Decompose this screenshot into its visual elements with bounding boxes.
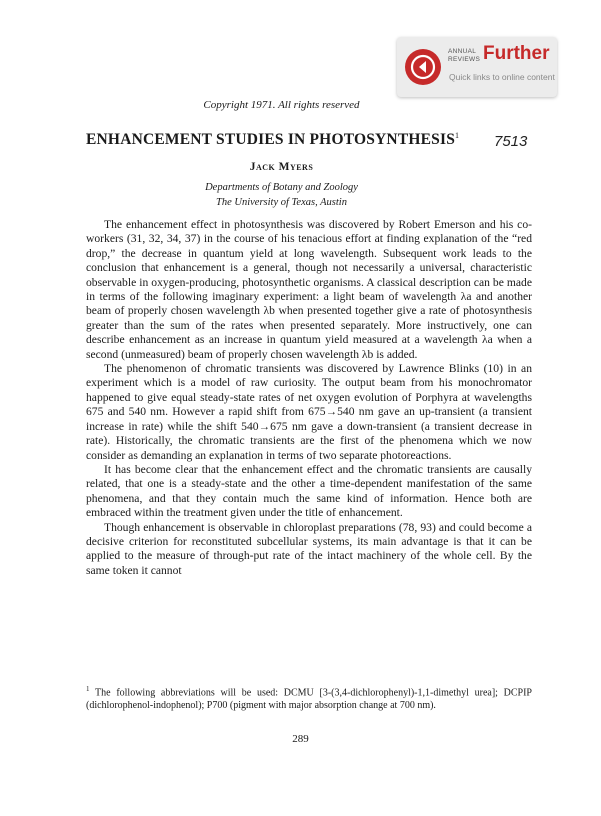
university: The University of Texas, Austin: [216, 197, 347, 208]
further-subtitle: Quick links to online content: [449, 72, 555, 82]
author-name: Jack Myers: [249, 161, 314, 173]
publisher-logo-text: ANNUAL REVIEWS: [448, 48, 481, 63]
arrow-left-icon: [405, 49, 441, 85]
copyright-notice: Copyright 1971. All rights reserved: [203, 99, 360, 111]
footnote-mark: 1: [86, 685, 90, 693]
annual-reviews-further-badge[interactable]: [397, 37, 557, 97]
title-footnote-mark: 1: [455, 131, 460, 140]
article-body: [86, 218, 532, 578]
footnote: $^1$ The following abbreviations will be used: DCMU [3-(3,4-dichlorophenyl)-1,1-dimethyl urea]; DCPIP (dichlorophenol-indophenol); P700 (pigment with major absorption change at 700 nm).: [86, 685, 532, 711]
affiliation: [0, 180, 563, 210]
department: Departments of Botany and Zoology: [205, 182, 358, 193]
article-title: ENHANCEMENT STUDIES IN PHOTOSYNTHESIS$^1$: [86, 131, 460, 148]
paragraph: Though enhancement is observable in chloroplast preparations (78, 93) and could become a decisive criterion for reconstituted subcellular systems, its main advantage is that it can be applied to the measure of through-put rate of the intact machinery of the whole cell. By the same token it cannot: [86, 520, 532, 577]
paragraph: The phenomenon of chromatic transients was discovered by Lawrence Blinks (10) in an experiment which is a model of raw curiosity. The output beam from his monochromator happened to give equal steady-state rates of net oxygen evolution of Porphyra at wavelengths 675 and 540 nm. However a rapid shift from 675→540 nm gave an up-transient (a transient increase in rate) while the shift 540→675 nm gave a down-transient (a transient decrease in rate). Historically, the chromatic transients are the first of the phenomena which we now consider as demanding an explanation in terms of two separate photoreactions.: [86, 362, 532, 462]
handwritten-code: 7513: [494, 133, 528, 150]
paragraph: It has become clear that the enhancement effect and the chromatic transients are causally related, that one is a steady-state and the other a time-dependent manifestation of the same phenomena, and that they contain much the same kind of information. Hence both are embraced within the treatment given under the title of enhancement.: [86, 462, 532, 520]
further-label: Further: [483, 43, 550, 64]
paragraph: The enhancement effect in photosynthesis was discovered by Robert Emerson and his co-workers (31, 32, 34, 37) in the course of his tenacious effort at finding explanation of the “red drop,” the decrease in quantum yield at long wavelength. Subsequent work leads to the conclusion that enhancement is a general, though not necessarily a universal, characteristic observable in oxygen-producing, photosynthetic organisms. A classical description can be made in terms of the following imaginary experiment: a light beam of wavelength λa and another beam of properly chosen wavelength λb when presented together give a rate of photosynthesis greater than the sum of the rates when presented separately. More instructively, one can describe enhancement as an increase in quantum yield measured at a wavelength λa when a second (unmeasured) beam of properly chosen wavelength λb is added.: [86, 218, 532, 361]
page-number: 289: [292, 733, 309, 745]
